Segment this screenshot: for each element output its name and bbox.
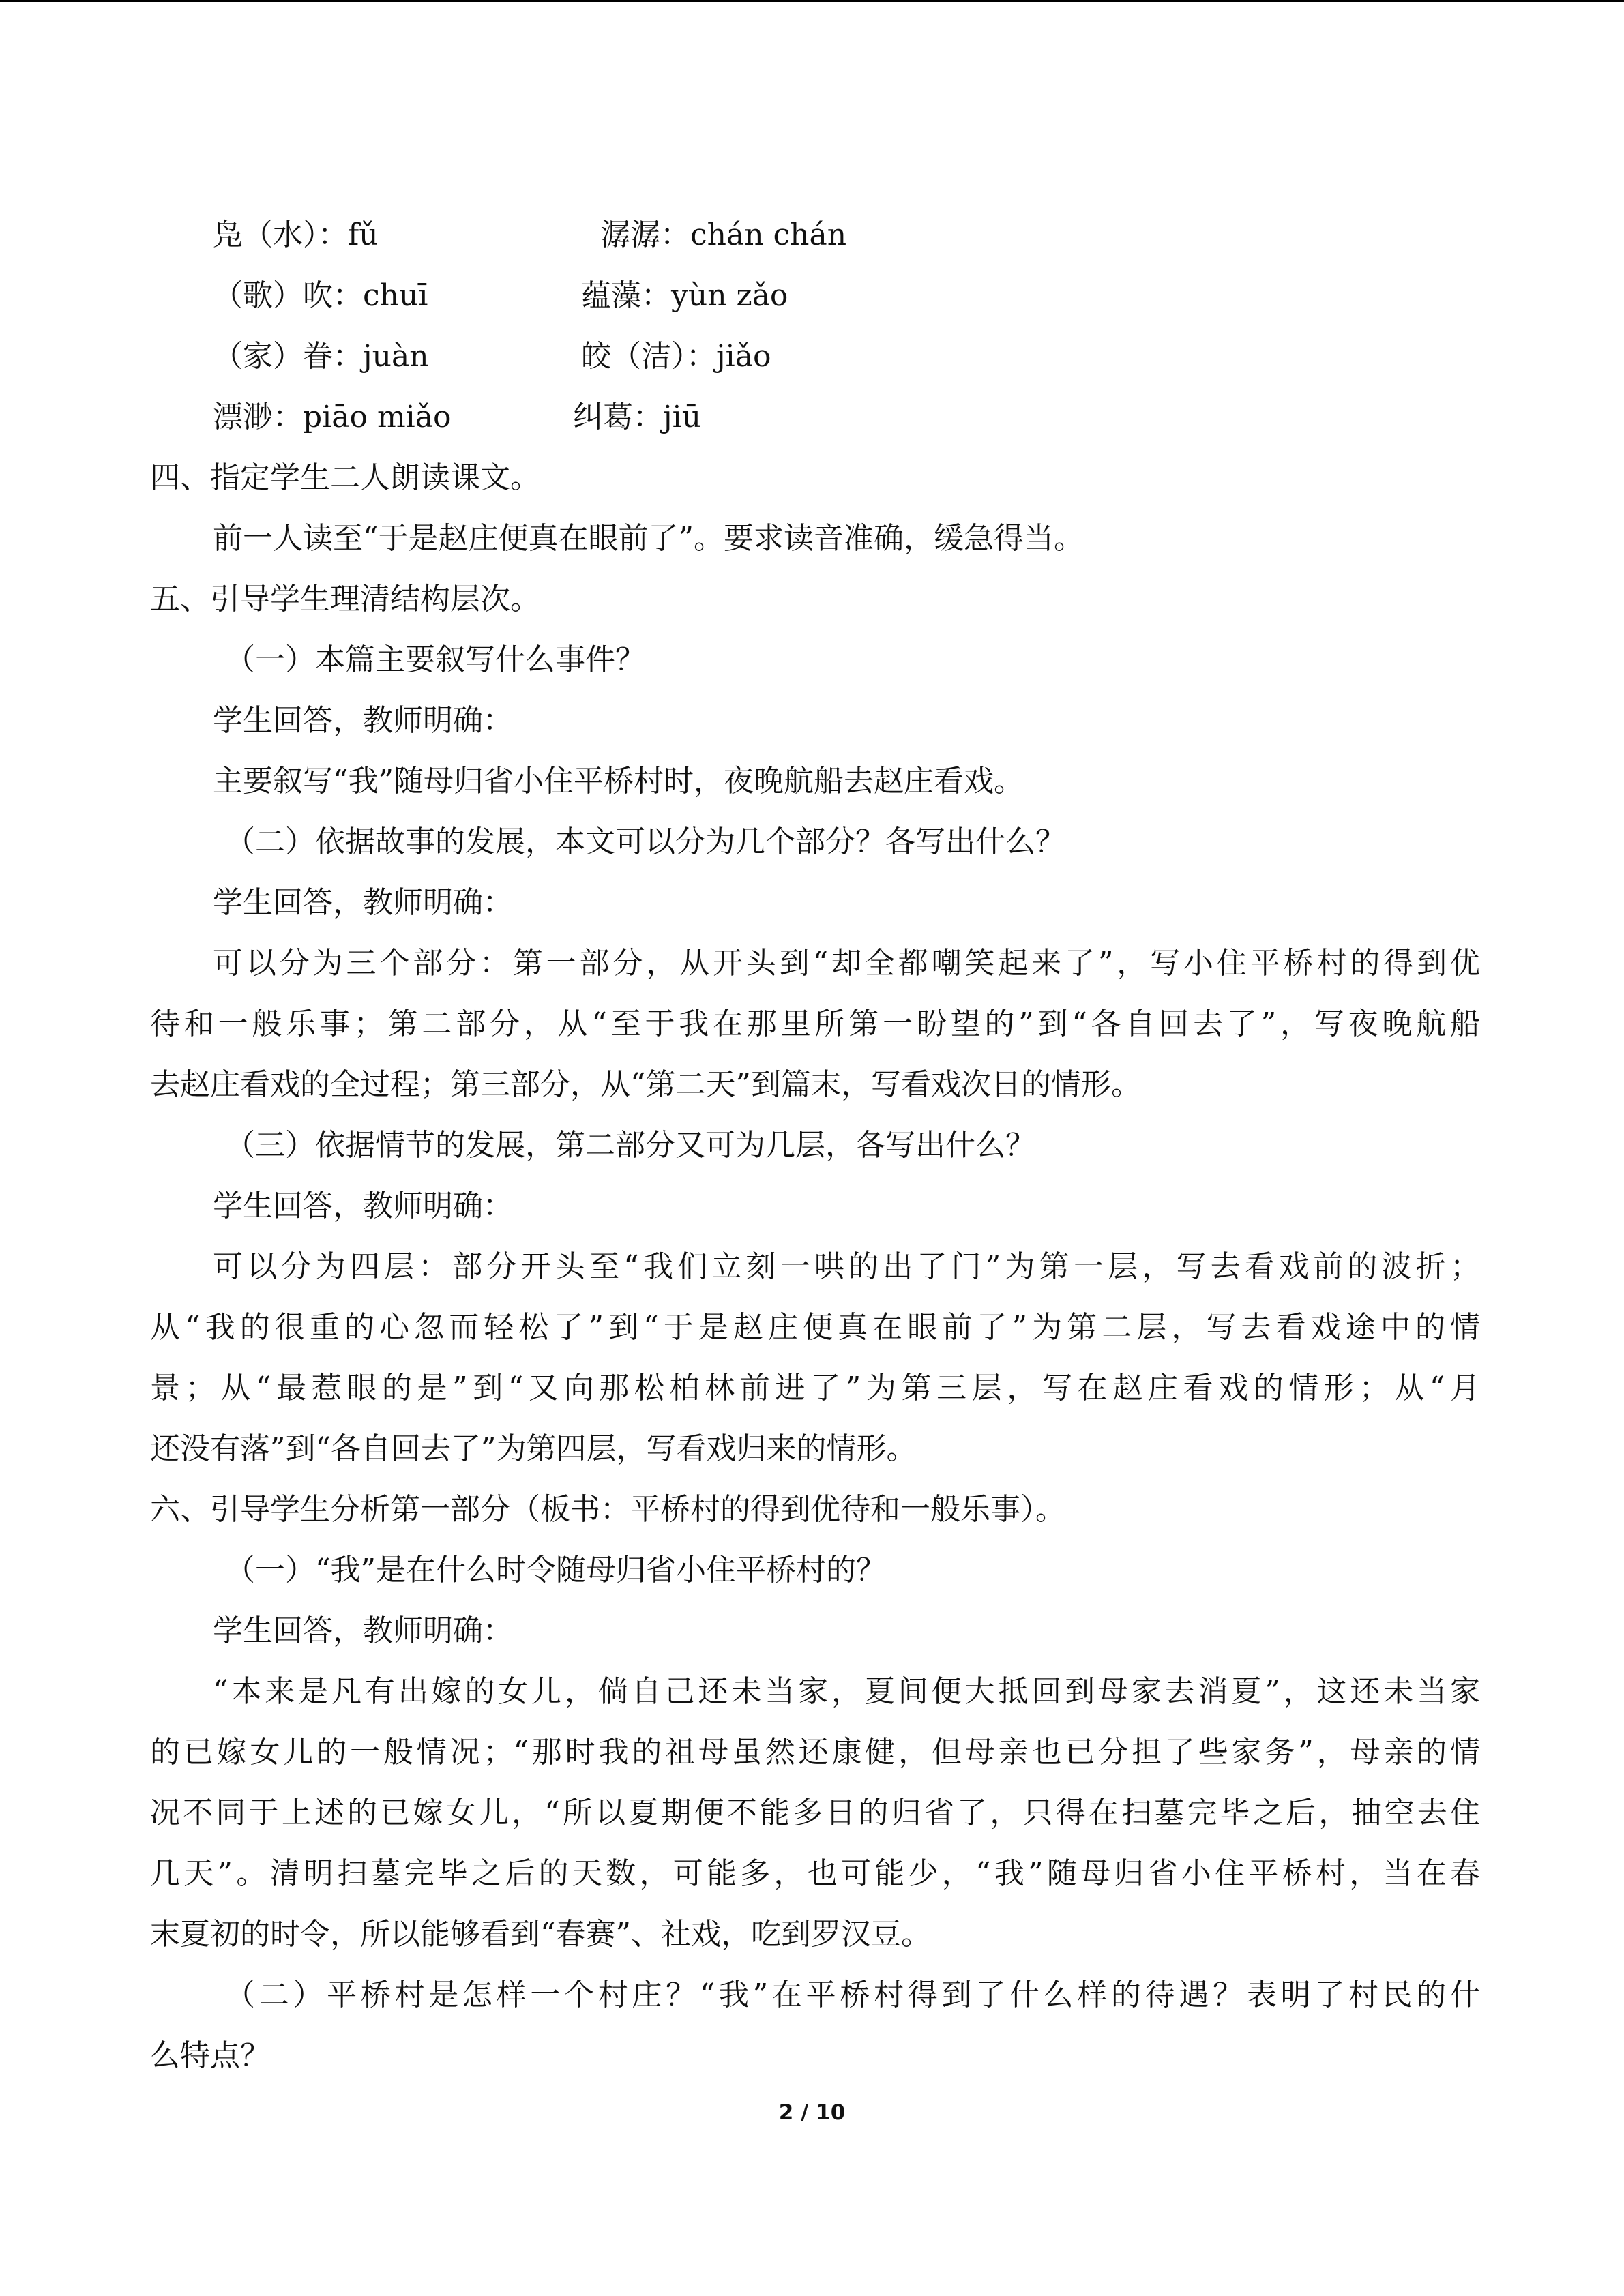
question: （一）本篇主要叙写什么事件？ xyxy=(225,642,645,677)
paragraph-line: 从“我的很重的心忽而轻松了”到“于是赵庄便真在眼前了”为第二层，写去看戏途中的情 xyxy=(150,1310,1480,1345)
paragraph-line: 几天”。清明扫墓完毕之后的天数，可能多，也可能少，“我”随母归省小住平桥村，当在春 xyxy=(150,1856,1480,1891)
pinyin-term: 潺潺：chán chán xyxy=(600,218,847,252)
answer-prompt: 学生回答，教师明确： xyxy=(213,885,513,920)
answer-paragraph xyxy=(150,933,1480,1115)
page-top-border xyxy=(0,0,1624,2)
section-4-heading: 四、指定学生二人朗读课文。 xyxy=(150,460,540,495)
page-number: 2 / 10 xyxy=(778,2100,846,2125)
question: （二）依据故事的发展，本文可以分为几个部分？各写出什么？ xyxy=(225,824,1065,859)
section-6-heading: 六、引导学生分析第一部分（板书：平桥村的得到优待和一般乐事）。 xyxy=(150,1492,1065,1527)
pinyin-row-2 xyxy=(150,265,1480,326)
pinyin-row-4 xyxy=(150,387,1480,447)
question: （三）依据情节的发展，第二部分又可为几层，各写出什么？ xyxy=(225,1128,1035,1163)
answer-prompt: 学生回答，教师明确： xyxy=(213,1189,513,1223)
paragraph-line: 末夏初的时令，所以能够看到“春赛”、社戏，吃到罗汉豆。 xyxy=(150,1917,931,1952)
document-body xyxy=(150,205,1480,2086)
paragraph-line: 去赵庄看戏的全过程；第三部分，从“第二天”到篇末，写看戏次日的情形。 xyxy=(150,1067,1141,1102)
paragraph-line: （二）平桥村是怎样一个村庄？“我”在平桥村得到了什么样的待遇？表明了村民的什 xyxy=(225,1978,1480,2012)
paragraph-line: 么特点？ xyxy=(150,2038,270,2073)
section-4-body: 前一人读至“于是赵庄便真在眼前了”。要求读音准确，缓急得当。 xyxy=(213,521,1084,556)
paragraph-line: 可以分为四层：部分开头至“我们立刻一哄的出了门”为第一层，写去看戏前的波折； xyxy=(213,1249,1480,1284)
paragraph-line: 可以分为三个部分：第一部分，从开头到“却全都嘲笑起来了”，写小住平桥村的得到优 xyxy=(213,946,1480,981)
pinyin-term: 凫（水）：fǔ xyxy=(213,218,379,252)
paragraph-line: 待和一般乐事；第二部分，从“至于我在那里所第一盼望的”到“各自回去了”，写夜晚航船 xyxy=(150,1007,1480,1041)
paragraph-line: “本来是凡有出嫁的女儿，倘自己还未当家，夏间便大抵回到母家去消夏”，这还未当家 xyxy=(213,1674,1480,1709)
section-5-heading: 五、引导学生理清结构层次。 xyxy=(150,582,540,616)
question-paragraph xyxy=(150,1965,1480,2086)
paragraph-line: 的已嫁女儿的一般情况；“那时我的祖母虽然还康健，但母亲也已分担了些家务”，母亲的情 xyxy=(150,1735,1480,1770)
answer-paragraph xyxy=(150,1236,1480,1479)
paragraph-line: 况不同于上述的已嫁女儿，“所以夏期便不能多日的归省了，只得在扫墓完毕之后，抽空去住 xyxy=(150,1795,1480,1830)
pinyin-term: 皎（洁）：jiǎo xyxy=(581,339,771,374)
answer-text: 主要叙写“我”随母归省小住平桥村时，夜晚航船去赵庄看戏。 xyxy=(213,764,1024,799)
paragraph-line: 景；从“最惹眼的是”到“又向那松柏林前进了”为第三层，写在赵庄看戏的情形；从“月 xyxy=(150,1371,1480,1405)
pinyin-term: 纠葛：jiū xyxy=(573,400,702,434)
answer-paragraph xyxy=(150,1661,1480,1965)
answer-prompt: 学生回答，教师明确： xyxy=(213,1613,513,1648)
pinyin-term: （歌）吹：chuī xyxy=(213,278,428,313)
answer-prompt: 学生回答，教师明确： xyxy=(213,703,513,738)
pinyin-row-1 xyxy=(150,205,1480,265)
pinyin-row-3 xyxy=(150,326,1480,387)
pinyin-term: （家）眷：juàn xyxy=(213,339,429,374)
pinyin-term: 蕴藻：yùn zǎo xyxy=(581,278,788,313)
question: （一）“我”是在什么时令随母归省小住平桥村的？ xyxy=(225,1553,886,1587)
paragraph-line: 还没有落”到“各自回去了”为第四层，写看戏归来的情形。 xyxy=(150,1431,917,1466)
pinyin-term: 漂渺：piāo miǎo xyxy=(213,400,452,434)
